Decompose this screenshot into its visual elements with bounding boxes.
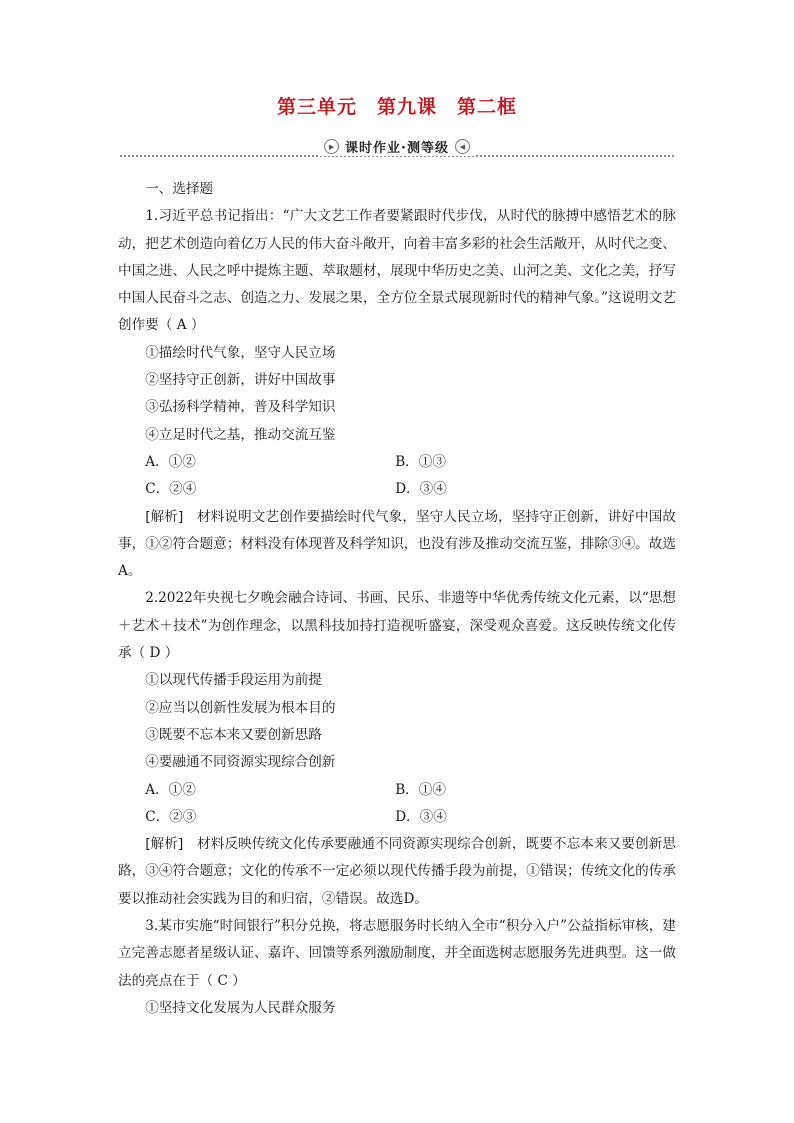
statement-item: ③既要不忘本来又要创新思路 (145, 726, 322, 743)
option-a: A．①② (145, 781, 196, 798)
options-row (118, 476, 676, 503)
content-body (118, 176, 676, 1022)
page-title: 第三单元 第九课 第二框 (276, 96, 517, 118)
question-stem: 2.2022年央视七夕晚会融合诗词、书画、民乐、非遗等中华优秀传统文化元素，以“思想＋艺术＋技术”为创作理念，以黑科技加持打造视听盛宴，深受观众喜爱。这反映传统文化传承（ D ） (118, 590, 676, 662)
statement-item: ②应当以创新性发展为根本目的 (145, 699, 336, 716)
section-heading: 一、选择题 (145, 181, 214, 197)
option-b: B．①③ (395, 453, 446, 470)
subtitle-group (318, 137, 476, 156)
question-stem: 1.习近平总书记指出：“广大文艺工作者要紧跟时代步伐，从时代的脉搏中感悟艺术的脉动，把艺术创造向着亿万人民的伟大奋斗敞开，向着丰富多彩的社会生活敞开，从时代之变、中国之进、人民之呼中提炼主题、萃取题材，展现中华历史之美、山河之美、文化之美，抒写中国人民奋斗之志、创造之力、发展之果，全方位全景式展现新时代的精神气象。”这说明文艺创作要（ A ） (118, 208, 676, 334)
statement-item: ②坚持守正创新，讲好中国故事 (145, 372, 336, 389)
statement-item: ①以现代传播手段运用为前提 (145, 672, 322, 689)
options-row (118, 804, 676, 831)
right-arrow-icon: ▶ (324, 139, 339, 154)
option-b: B．①④ (395, 781, 446, 798)
analysis-label: [解析] (145, 836, 184, 853)
option-a: A．①② (145, 453, 196, 470)
analysis-paragraph (118, 831, 676, 913)
statement-item: ③弘扬科学精神，普及科学知识 (145, 399, 336, 416)
option-d: D．③④ (395, 808, 447, 825)
statement-item: ①坚持文化发展为人民群众服务 (145, 999, 336, 1016)
analysis-text: 材料反映传统文化传承要融通不同资源实现综合创新，既要不忘本来又要创新思路，③④符合题意；文化的传承不一定必须以现代传播手段为前提，①错误；传统文化的传承要以推动社会实践为目的和归宿，②错误。故选D。 (118, 836, 676, 907)
statement-item: ④要融通不同资源实现综合创新 (145, 754, 336, 771)
option-c: C．②④ (145, 481, 197, 498)
statement-item: ④立足时代之基，推动交流互鉴 (145, 426, 336, 443)
options-row (118, 777, 676, 804)
statement-item: ①描绘时代气象，坚守人民立场 (145, 344, 336, 361)
page-subtitle: 课时作业·测等级 (345, 141, 449, 156)
question-stem: 3.某市实施“时间银行”积分兑换，将志愿服务时长纳入全市“积分入户”公益指标审核，建立完善志愿者星级认证、嘉许、回馈等系列激励制度，并全面选树志愿服务先进典型。这一做法的亮点在于（ C ） (118, 918, 676, 989)
option-c: C．②③ (145, 808, 197, 825)
options-row (118, 449, 676, 476)
analysis-label: [解析] (145, 508, 184, 525)
subtitle-bar (120, 138, 674, 158)
option-d: D．③④ (395, 481, 447, 498)
analysis-paragraph (118, 504, 676, 586)
analysis-text: 材料说明文艺创作要描绘时代气象，坚守人民立场，坚持守正创新，讲好中国故事，①②符合题意；材料没有体现普及科学知识，也没有涉及推动交流互鉴，排除③④。故选A。 (118, 508, 676, 580)
left-arrow-icon: ◀ (455, 139, 470, 154)
